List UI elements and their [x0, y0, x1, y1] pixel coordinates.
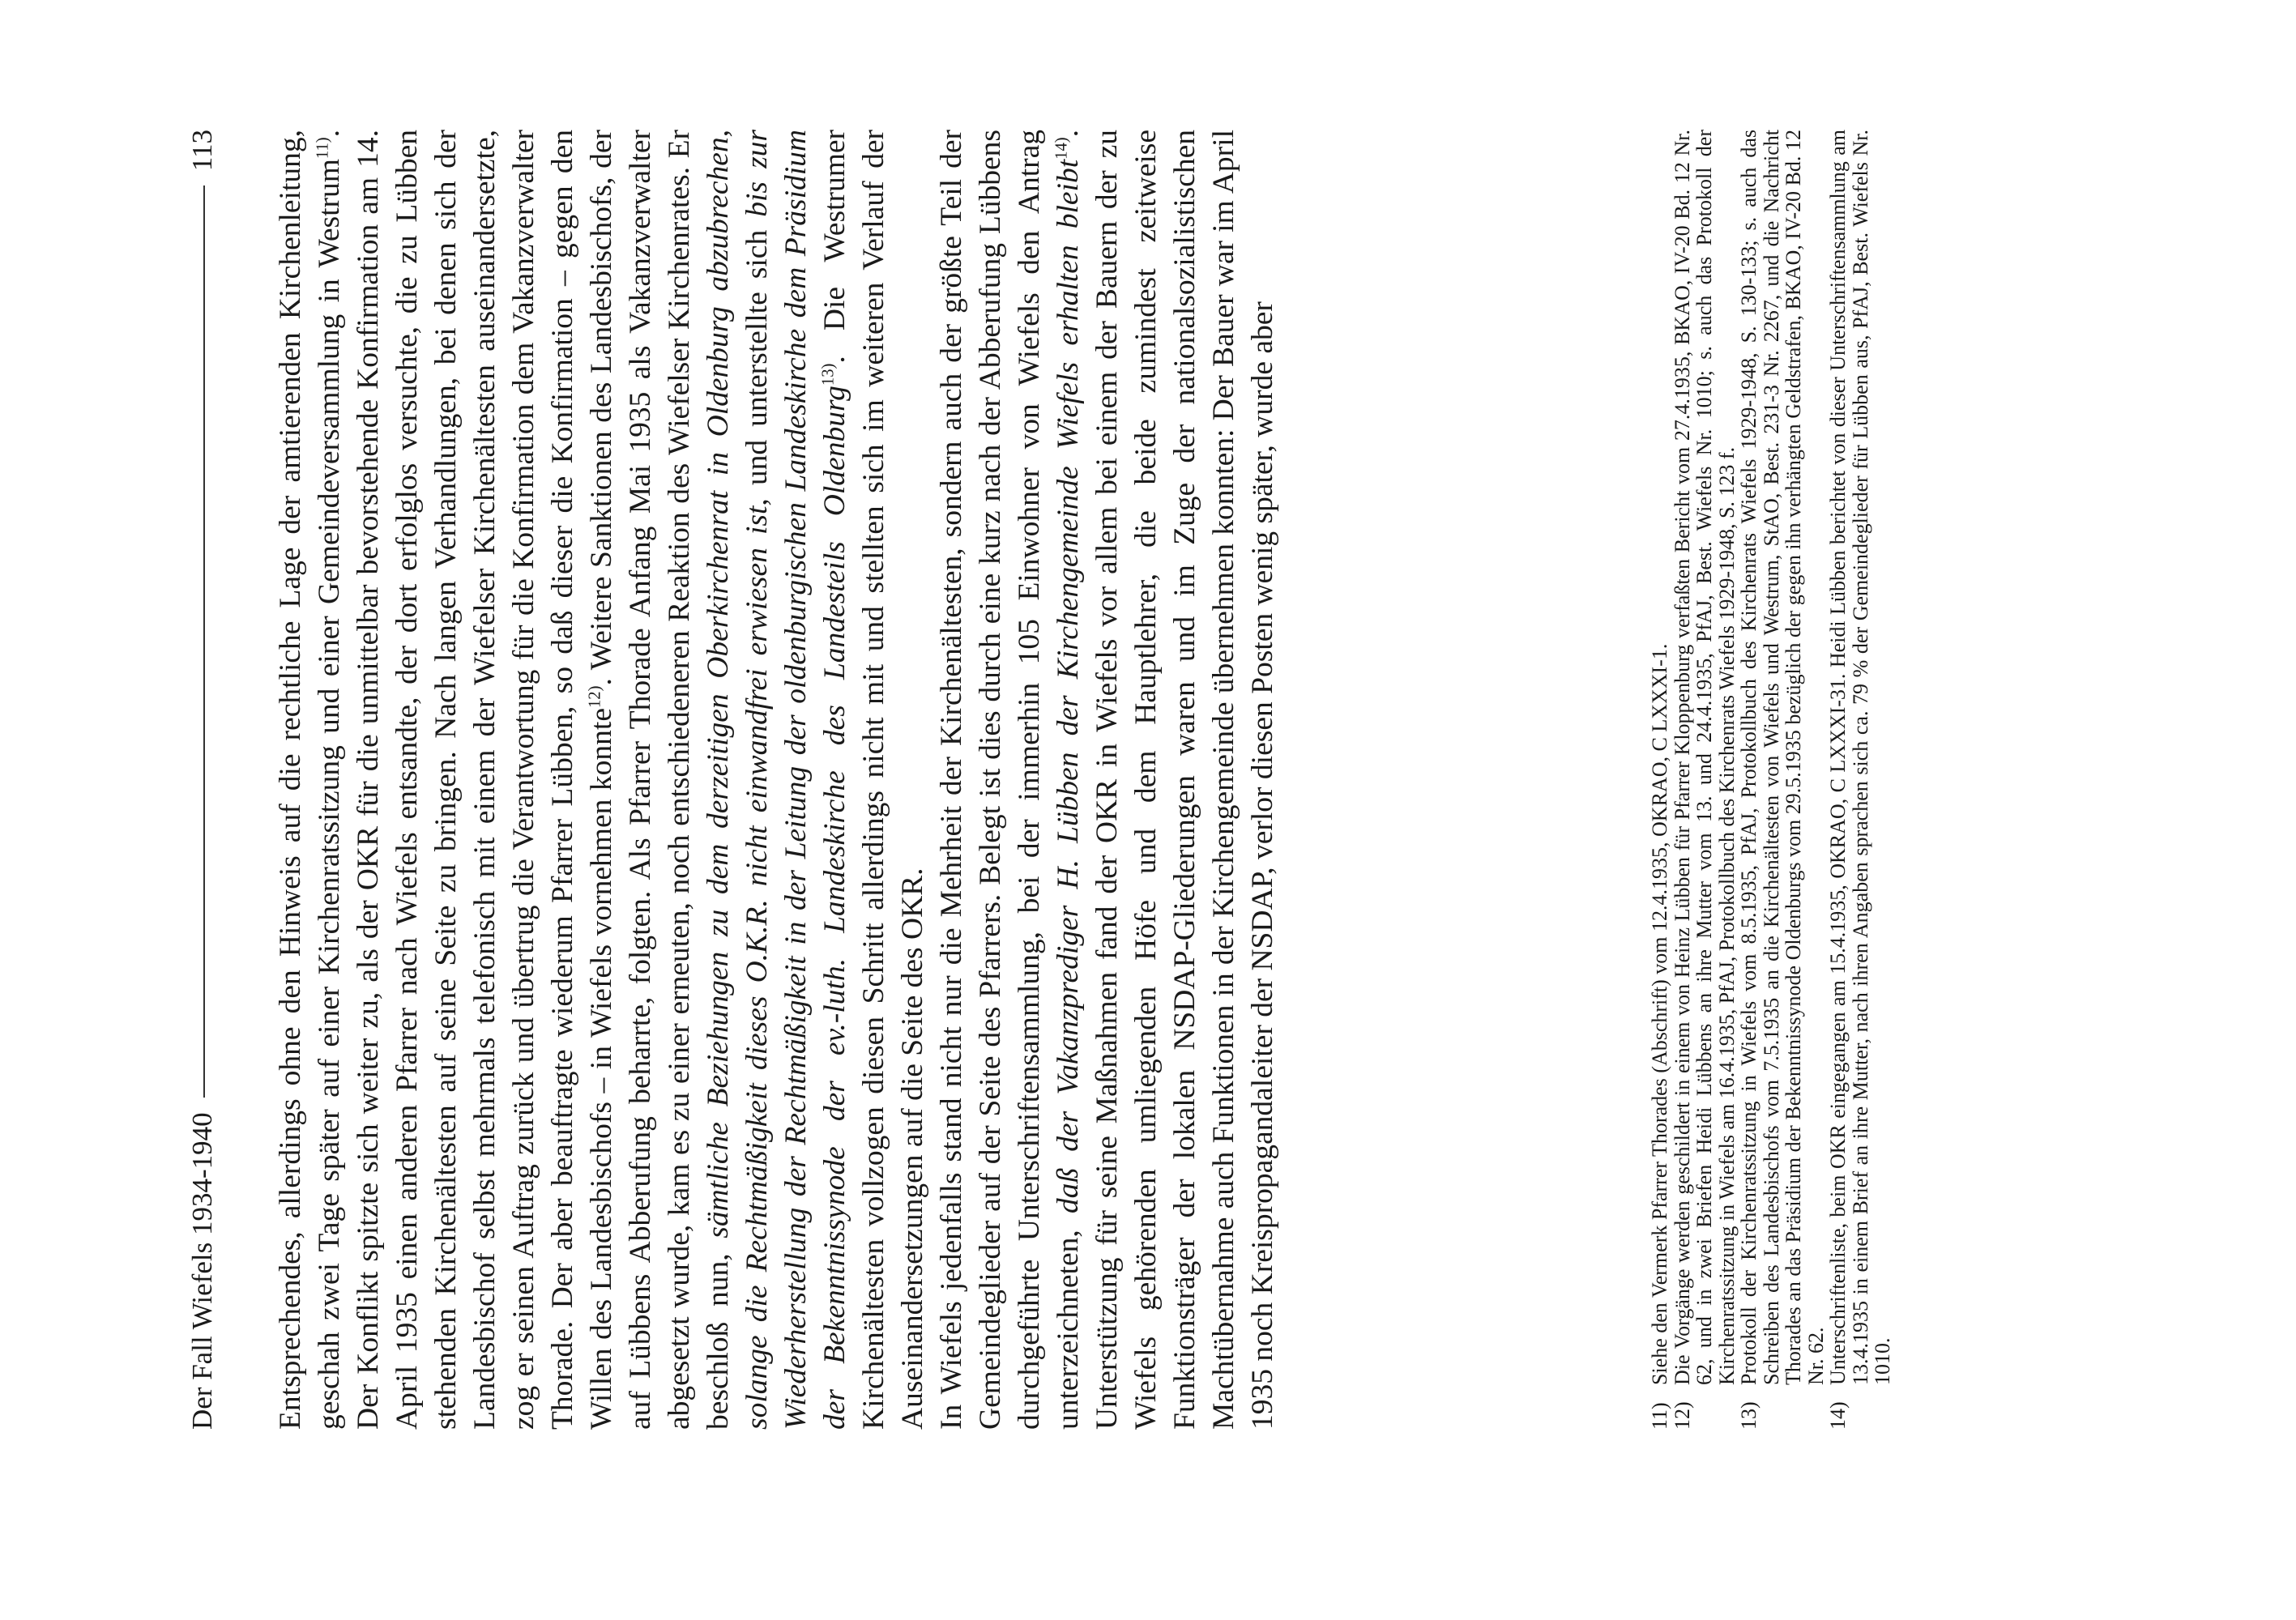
footnote-number: 13) [1737, 1401, 1760, 1430]
footnote-number: 14) [1826, 1401, 1850, 1430]
text-run: . Der Konflikt spitzte sich weiter zu, als der OKR für die unmittelbar bevorstehende Konfirmation am 14. April 1935 einen anderen Pfarrer nach Wiefels entsandte, der dort erfolglos versuchte, die zu Lübben stehenden Kirchenältesten auf seine Seite zu bringen. Nach langen Verhandlungen, bei denen sich der Landesbischof selbst mehrmals telefonisch mit einem der Wiefelser Kirchenältesten auseinandersetzte, zog er seinen Auftrag zurück und übertrug die Verantwortung für die Konfirmation dem Vakanzverwalter Thorade. Der aber beauftragte wiederum Pfarrer Lübben, so daß dieser die Konfirmation – gegen den Willen des Landesbischofs – in Wiefels vornehmen konnte [313, 130, 618, 1430]
footnote-marker: 11) [314, 137, 332, 160]
italic-quote: daß der Vakanzprediger H. Lübben der Kirchengemeinde Wiefels erhalten bleibt [1052, 159, 1085, 1214]
text-run: , und unterstellte sich [740, 216, 774, 506]
text-run: . Weitere Sanktionen des Landesbischofs, der auf Lübbens Abberufung beharrte, folgten. Als Pfarrer Thorade Anfang Mai 1935 als Vakanzverwalter abgesetzt wurde, kam es zu einer erneuten, noch entschiedeneren Reaktion des Wiefelser Kirchenrates. Er beschloß nun, [585, 130, 735, 1430]
page-number: 113 [186, 130, 218, 172]
footnote-number: 11) [1648, 1402, 1671, 1430]
footnote-marker: 13) [819, 363, 838, 386]
footnote-marker: 12) [586, 685, 604, 709]
italic-quote: bis zur Wiederherstellung der Rechtmäßigkeit in der Leitung der oldenburgischen Landeskirche dem Präsidium der Bekenntnissynode der ev.-luth. Landeskirche des Landesteils Oldenburg [740, 129, 851, 1430]
text-run: . Unterstützung für seine Maßnahmen fand der OKR in Wiefels vor allem bei einem der Bauern der zu Wiefels gehörenden umliegenden Höfe und dem Hauptlehrer, die beide zumindest zeitweise Funktionsträger der lokalen NSDAP-Gliederungen waren und im Zuge der nationalsozialistischen Machtübernahme auch Funktionen in der Kirchengemeinde übernehmen konnten: Der Bauer war im April 1935 noch Kreispropagandaleiter der NSDAP, verlor diesen Posten wenig später, wurde aber [1052, 130, 1279, 1430]
text-run: Entsprechendes, allerdings ohne den Hinweis auf die rechtliche Lage der amtierenden Kirchenleitung, geschah zwei Tage später auf einer Kirchenratssitzung und einer Gemeindeversammlung in Westrum [274, 130, 346, 1430]
running-head [182, 130, 223, 1430]
italic-quote: sämtliche Beziehungen zu dem derzeitigen Oberkirchenrat in Oldenburg abzubrechen, solange die Rechtmäßigkeit dieses O.K.R. nicht einwandfrei erwiesen ist [702, 130, 774, 1430]
running-head-title: Der Fall Wiefels 1934-1940 [186, 1112, 218, 1430]
footnote [1649, 130, 1671, 1430]
text-run: . Die Westrumer Kirchenältesten vollzogen diesen Schritt allerdings nicht mit und stellten sich im weiteren Verlauf der Auseinandersetzungen auf die Seite des OKR. [818, 130, 929, 1430]
footnote-text: Protokoll der Kirchenratssitzung in Wiefels vom 8.5.1935, PfAJ, Protokollbuch des Kirchenrats Wiefels 1929-1948, S. 130-133; s. auch das Schreiben des Landesbischofs vom 7.5.1935 an die Kirchenältesten von Wiefels und Westrum, StAO, Best. 231-3 Nr. 2267, und die Nachricht Thorades an das Präsidium der Bekenntnissynode Oldenburgs vom 29.5.1935 bezüglich der gegen ihn verhängten Geldstrafen, BKAO, IV-20 Bd. 12 Nr. 62. [1737, 130, 1828, 1385]
paragraph-2 [932, 130, 1282, 1430]
footnote-text: Unterschriftenliste, beim OKR eingegangen am 15.4.1935, OKRAO, C LXXXI-31. Heidi Lübben berichtet von dieser Unterschriftensammlung am 13.4.1935 in einem Brief an ihre Mutter, nach ihren Angaben sprachen sich ca. 79 % der Gemeindeglieder für Lübben aus, PfAJ, Best. Wiefels Nr. 1010. [1826, 130, 1894, 1385]
footnote [1827, 130, 1894, 1430]
footnote [1671, 130, 1739, 1430]
footnote-text: Siehe den Vermerk Pfarrer Thorades (Abschrift) vom 12.4.1935, OKRAO, C LXXXI-1. [1648, 643, 1671, 1385]
text-run: In Wiefels jedenfalls stand nicht nur die Mehrheit der Kirchenältesten, sondern auch der größte Teil der Gemeindeglieder auf der Seite des Pfarrers. Belegt ist dies durch eine kurz nach der Abberufung Lübbens durchgeführte Unterschriftensammlung, bei der immerhin 105 Einwohner von Wiefels den Antrag unterzeichneten, [935, 130, 1085, 1430]
running-head-rule [203, 185, 205, 1098]
paragraph-1 [271, 130, 932, 1430]
footnote-number: 12) [1670, 1401, 1694, 1430]
footnote-text: Die Vorgänge werden geschildert in einem von Heinz Lübben für Pfarrer Kloppenburg verfaßten Bericht vom 27.4.1935, BKAO, IV-20 Bd. 12 Nr. 62, und in zwei Briefen Heidi Lübbens an ihre Mutter vom 13. und 24.4.1935, PfAJ, Best. Wiefels Nr. 1010; s. auch das Protokoll der Kirchenratssitzung in Wiefels am 16.4.1935, PfAJ, Protokollbuch des Kirchenrats Wiefels 1929-1948, S. 123 f. [1670, 130, 1739, 1385]
footnote-marker: 14) [1052, 137, 1071, 160]
footnotes [1649, 130, 1894, 1430]
footnote [1738, 130, 1827, 1430]
main-text [271, 130, 1282, 1430]
